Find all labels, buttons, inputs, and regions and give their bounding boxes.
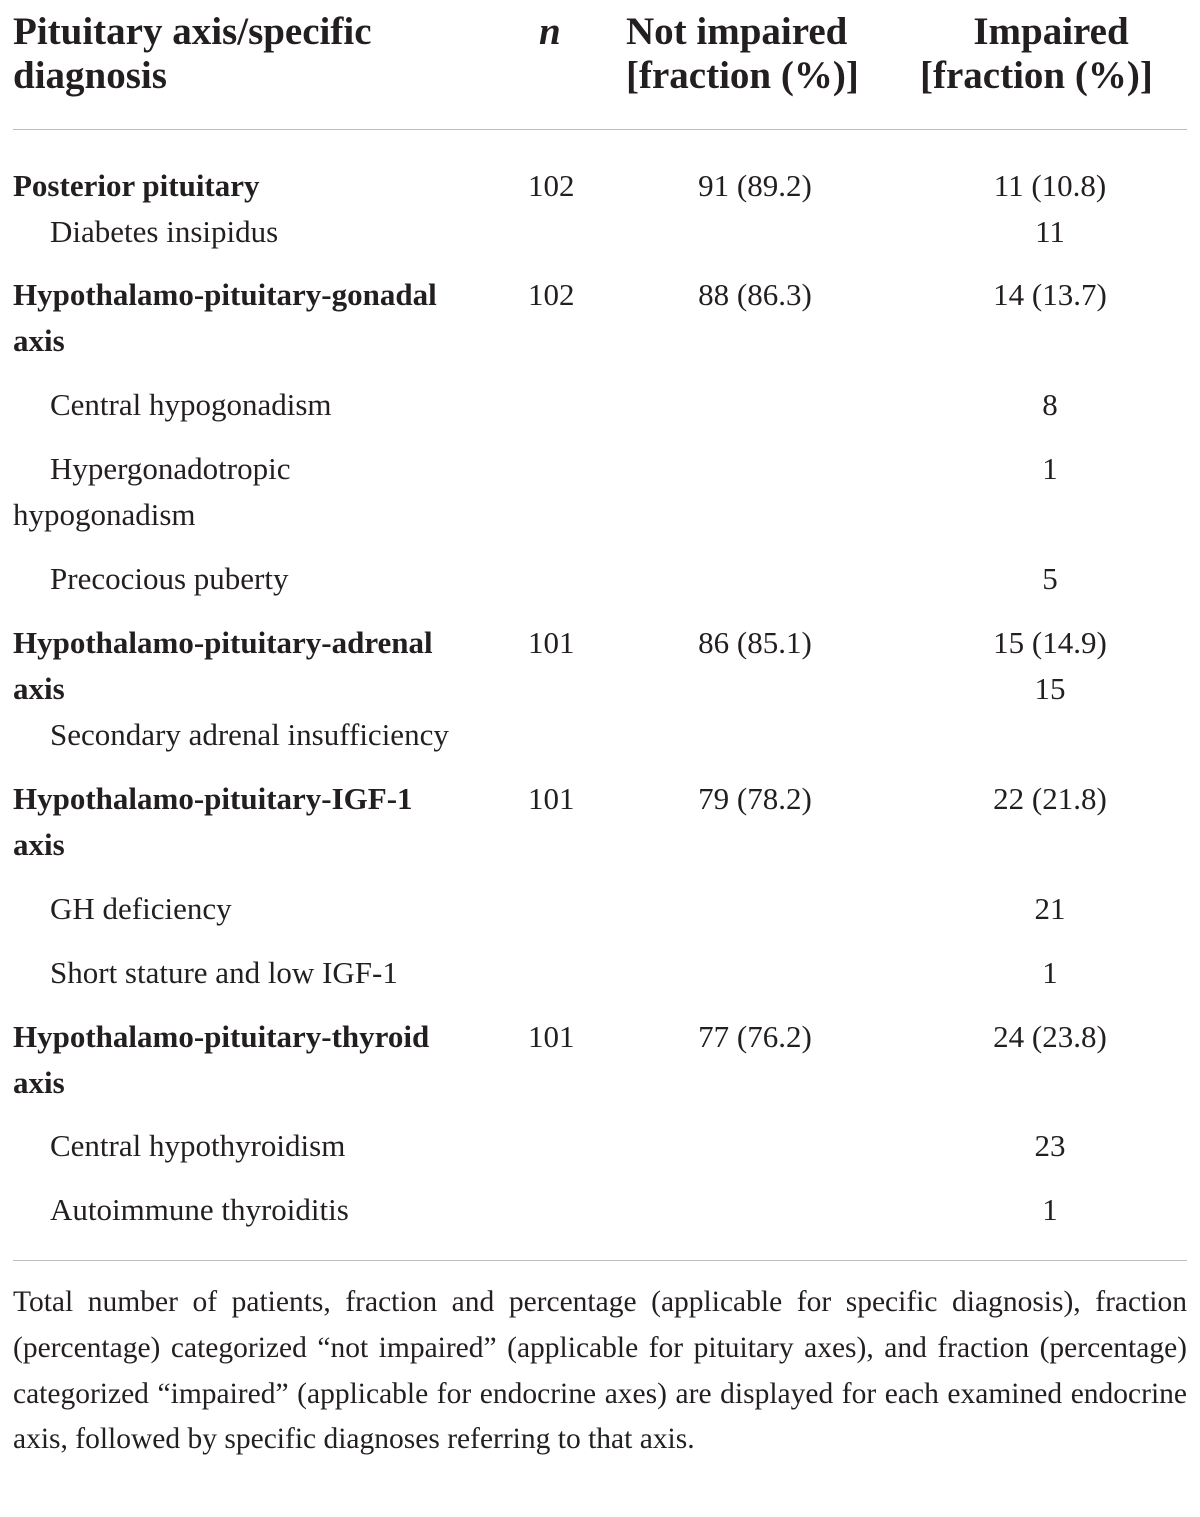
sub-value-autoimmune-thyroiditis: 1 xyxy=(1042,1192,1058,1227)
header-impaired-line1: Impaired xyxy=(973,10,1129,53)
sub-label-hypergonadotropic-line1: Hypergonadotropic xyxy=(50,451,291,486)
row-n-thyroid: 101 xyxy=(528,1019,575,1054)
row-impaired-thyroid: 24 (23.8) xyxy=(993,1019,1107,1054)
footer-rule xyxy=(13,1260,1187,1261)
row-impaired-adrenal: 15 (14.9) xyxy=(993,625,1107,660)
header-not-impaired-line2: [fraction (%)] xyxy=(626,54,859,97)
sub-label-gh-deficiency: GH deficiency xyxy=(50,891,232,926)
header-rule xyxy=(13,129,1187,130)
sub-value-secondary-adrenal: 15 xyxy=(1034,671,1066,706)
sub-label-central-hypogonadism: Central hypogonadism xyxy=(50,387,332,422)
sub-label-secondary-adrenal: Secondary adrenal insufficiency xyxy=(50,717,449,752)
sub-value-central-hypothyroidism: 23 xyxy=(1034,1128,1066,1163)
row-impaired-igf1: 22 (21.8) xyxy=(993,781,1107,816)
sub-value-hypergonadotropic: 1 xyxy=(1042,451,1058,486)
row-label-adrenal-line1: Hypothalamo-pituitary-adrenal xyxy=(13,625,433,660)
sub-label-short-stature: Short stature and low IGF-1 xyxy=(50,955,398,990)
sub-value-gh-deficiency: 21 xyxy=(1034,891,1066,926)
row-label-igf1-line1: Hypothalamo-pituitary-IGF-1 xyxy=(13,781,413,816)
sub-value-central-hypogonadism: 8 xyxy=(1042,387,1058,422)
sub-label-diabetes-insipidus: Diabetes insipidus xyxy=(50,214,279,249)
row-impaired-gonadal: 14 (13.7) xyxy=(993,277,1107,312)
header-diagnosis-line1: Pituitary axis/specific xyxy=(13,10,372,53)
header-not-impaired-line1: Not impaired xyxy=(626,10,848,53)
table-footnote: Total number of patients, fraction and percentage (applicable for specific diagnosis), fraction (percentage) categorized “not impaired” (applicable for pituitary axes), and fraction (percentage) categorized “impaired” (applicable for endocrine axes) are displayed for each examined endocrine axis, followed by specific diagnoses referring to that axis. xyxy=(13,1286,1187,1456)
row-label-thyroid-line2: axis xyxy=(13,1065,65,1100)
row-not-impaired-thyroid: 77 (76.2) xyxy=(698,1019,812,1054)
row-not-impaired-igf1: 79 (78.2) xyxy=(698,781,812,816)
row-label-gonadal-line2: axis xyxy=(13,323,65,358)
sub-label-precocious-puberty: Precocious puberty xyxy=(50,561,289,596)
row-label-igf1-line2: axis xyxy=(13,827,65,862)
sub-value-short-stature: 1 xyxy=(1042,955,1058,990)
header-diagnosis-line2: diagnosis xyxy=(13,54,167,97)
sub-label-hypergonadotropic-line2: hypogonadism xyxy=(13,497,196,532)
row-label-posterior: Posterior pituitary xyxy=(13,168,260,203)
row-n-igf1: 101 xyxy=(528,781,575,816)
row-label-gonadal-line1: Hypothalamo-pituitary-gonadal xyxy=(13,277,437,312)
row-not-impaired-posterior: 91 (89.2) xyxy=(698,168,812,203)
row-n-posterior: 102 xyxy=(528,168,575,203)
sub-label-central-hypothyroidism: Central hypothyroidism xyxy=(50,1128,346,1163)
row-label-thyroid-line1: Hypothalamo-pituitary-thyroid xyxy=(13,1019,430,1054)
row-not-impaired-adrenal: 86 (85.1) xyxy=(698,625,812,660)
row-impaired-posterior: 11 (10.8) xyxy=(993,168,1107,203)
header-impaired-line2: [fraction (%)] xyxy=(920,54,1153,97)
header-n: n xyxy=(539,10,561,53)
row-label-adrenal-line2: axis xyxy=(13,671,65,706)
row-n-gonadal: 102 xyxy=(528,277,575,312)
sub-label-autoimmune-thyroiditis: Autoimmune thyroiditis xyxy=(50,1192,349,1227)
sub-value-diabetes-insipidus: 11 xyxy=(1035,214,1065,249)
row-n-adrenal: 101 xyxy=(528,625,575,660)
row-not-impaired-gonadal: 88 (86.3) xyxy=(698,277,812,312)
sub-value-precocious-puberty: 5 xyxy=(1042,561,1058,596)
